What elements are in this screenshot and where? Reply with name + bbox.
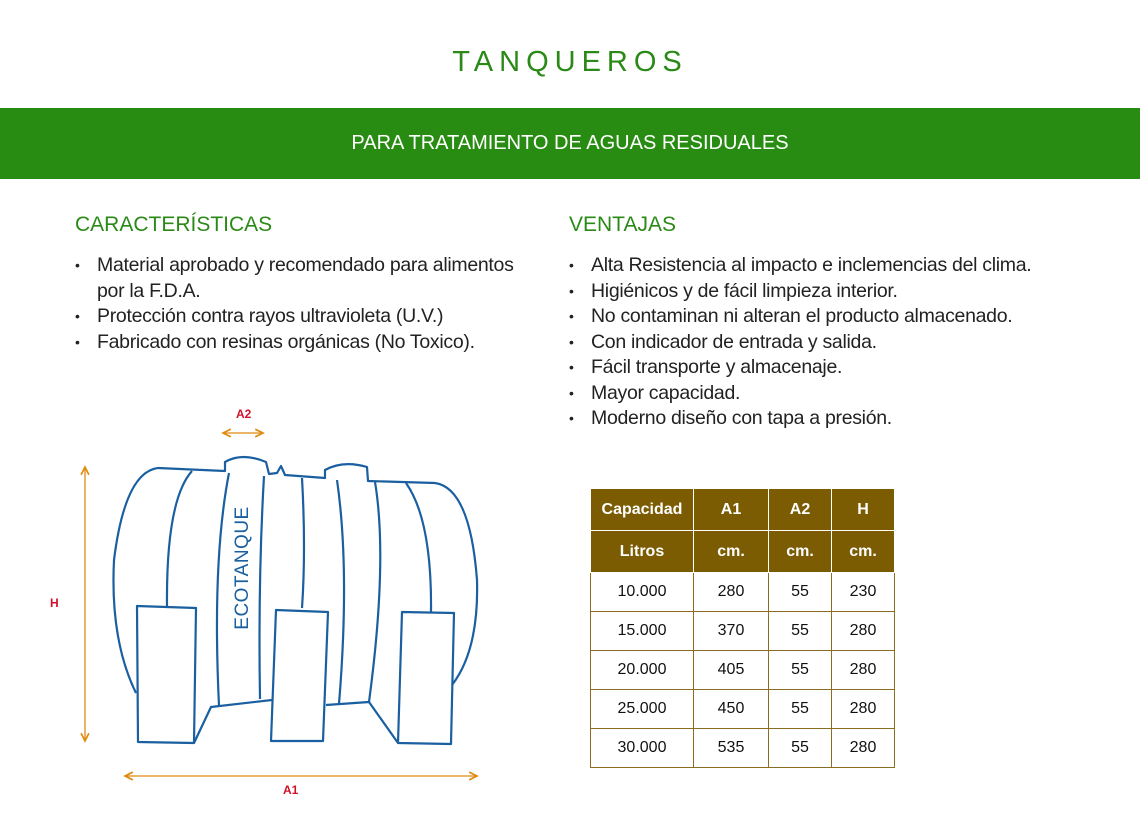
header-cell: cm. (694, 531, 769, 573)
table-cell: 230 (832, 573, 895, 612)
header-cell: cm. (832, 531, 895, 573)
list-item: • Moderno diseño con tapa a presión. (569, 406, 1039, 432)
table-cell: 280 (832, 612, 895, 651)
table-cell: 15.000 (591, 612, 694, 651)
table-cell: 405 (694, 651, 769, 690)
list-item: • Mayor capacidad. (569, 381, 1039, 407)
table-row (591, 690, 895, 729)
table-cell: 55 (769, 651, 832, 690)
banner-text: PARA TRATAMIENTO DE AGUAS RESIDUALES (351, 132, 789, 154)
table-header-row (591, 531, 895, 573)
table-row (591, 729, 895, 768)
table-cell: 20.000 (591, 651, 694, 690)
header-cell: H (832, 489, 895, 531)
table-row (591, 612, 895, 651)
list-item: • Alta Resistencia al impacto e inclemencias del clima. (569, 253, 1039, 279)
caracteristicas-heading: CARACTERÍSTICAS (75, 213, 273, 236)
ecotanque-logo (232, 506, 254, 629)
ventajas-heading: VENTAJAS (569, 213, 676, 236)
table-cell: 25.000 (591, 690, 694, 729)
brand-text: ECOTANQUE (232, 506, 253, 630)
table-cell: 55 (769, 729, 832, 768)
table-cell: 55 (769, 612, 832, 651)
list-item: • Higiénicos y de fácil limpieza interior. (569, 279, 1039, 305)
table-cell: 280 (832, 690, 895, 729)
table-header-row (591, 489, 895, 531)
list-item: • Fácil transporte y almacenaje. (569, 355, 1039, 381)
header-cell: A1 (694, 489, 769, 531)
table-cell: 535 (694, 729, 769, 768)
list-item: • Con indicador de entrada y salida. (569, 330, 1039, 356)
table-cell: 55 (769, 690, 832, 729)
a1-label: A1 (283, 783, 299, 797)
header-cell: Litros (591, 531, 694, 573)
list-item: • Protección contra rayos ultravioleta (U.V.) (75, 304, 535, 330)
capacity-table (590, 488, 895, 768)
h-label: H (50, 596, 59, 610)
tank-outline (113, 457, 477, 744)
table-cell: 280 (832, 651, 895, 690)
table-cell: 30.000 (591, 729, 694, 768)
table-row (591, 651, 895, 690)
page-title: TANQUEROS (452, 46, 688, 78)
table-cell: 280 (694, 573, 769, 612)
list-item: • No contaminan ni alteran el producto almacenado. (569, 304, 1039, 330)
list-item: • Fabricado con resinas orgánicas (No Toxico). (75, 330, 535, 356)
table-cell: 370 (694, 612, 769, 651)
table-cell: 280 (832, 729, 895, 768)
table-row (591, 573, 895, 612)
table-cell: 10.000 (591, 573, 694, 612)
dimension-arrows (85, 433, 477, 776)
header-cell: A2 (769, 489, 832, 531)
header-cell: cm. (769, 531, 832, 573)
table-cell: 55 (769, 573, 832, 612)
table-cell: 450 (694, 690, 769, 729)
a2-label: A2 (236, 407, 252, 421)
header-cell: Capacidad (591, 489, 694, 531)
list-item: • Material aprobado y recomendado para alimentos por la F.D.A. (75, 253, 535, 304)
